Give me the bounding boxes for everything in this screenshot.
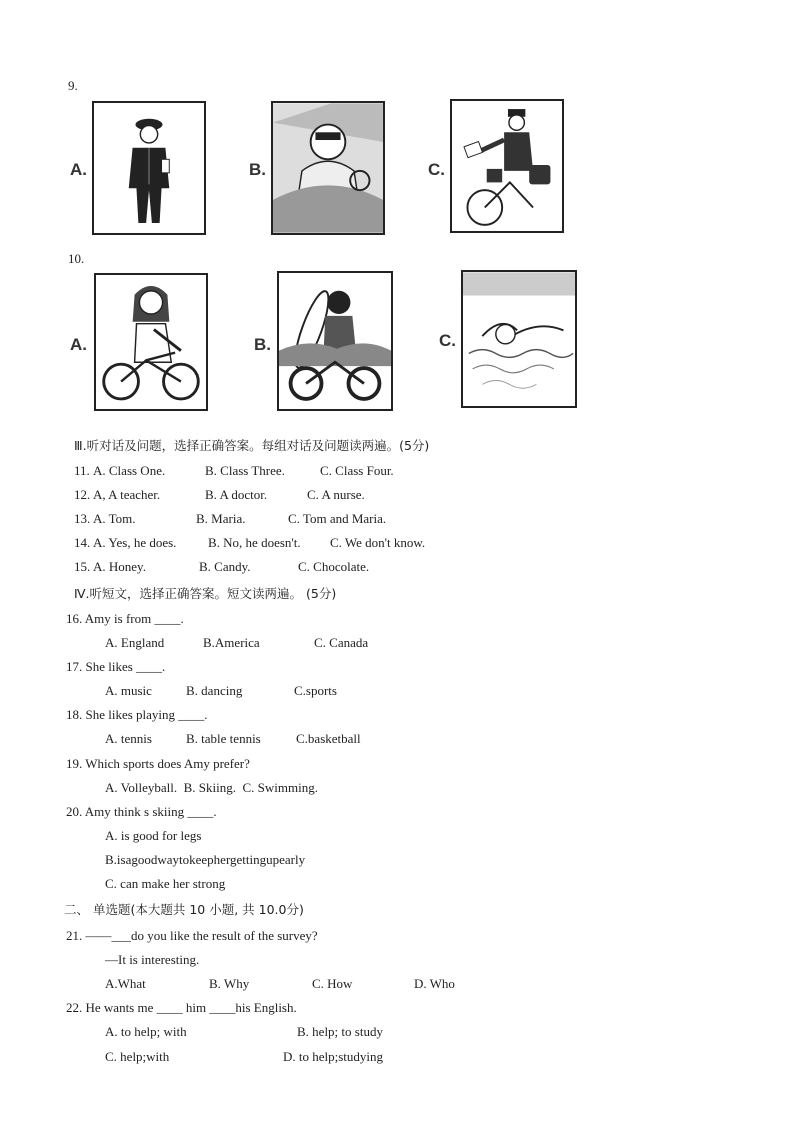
q12-option-c: C. A nurse. [307, 487, 365, 502]
q17-stem: 17. She likes ____. [66, 659, 166, 674]
q20-option-c: C. can make her strong [105, 876, 226, 891]
question-9-number: 9. [68, 78, 78, 93]
q16-option-c: C. Canada [314, 635, 369, 650]
q21-option-b: B. Why [209, 976, 250, 991]
q18-stem: 18. She likes playing ____. [66, 707, 208, 722]
q15-option-c: C. Chocolate. [298, 559, 370, 574]
q18-option-b: B. table tennis [186, 731, 261, 746]
q22-option-c: C. help;with [105, 1049, 170, 1064]
police-officer-image [92, 101, 206, 235]
q12-number: 12. [74, 487, 91, 502]
q21-stem: 21. ——___do you like the result of the survey? [66, 928, 318, 943]
q14-option-c: C. We don't know. [330, 535, 426, 550]
q12-option-a: A, A teacher. [93, 487, 161, 502]
q13-option-a: A. Tom. [93, 511, 136, 526]
q22-stem: 22. He wants me ____ him ____his English. [66, 1000, 297, 1015]
q11-option-c: C. Class Four. [320, 463, 394, 478]
q15-number: 15. [74, 559, 91, 574]
q21-option-a: A.What [105, 976, 146, 991]
q19-stem: 19. Which sports does Amy prefer? [66, 756, 250, 771]
boy-bicycle-image [277, 271, 393, 411]
q9-option-a-label: A. [70, 160, 87, 179]
q22-option-a: A. to help; with [105, 1024, 187, 1039]
section-3-heading: Ⅲ.听对话及问题，选择正确答案。每组对话及问题读两遍。(5分) [74, 438, 430, 453]
q11-option-a: A. Class One. [93, 463, 166, 478]
q17-option-c: C.sports [294, 683, 337, 698]
q18-option-a: A. tennis [105, 731, 152, 746]
q14-option-a: A. Yes, he does. [93, 535, 177, 550]
q13-option-b: B. Maria. [196, 511, 246, 526]
q21-reply: —It is interesting. [105, 952, 200, 967]
q9-option-c-label: C. [428, 160, 445, 179]
q19-options: A. Volleyball. B. Skiing. C. Swimming. [105, 780, 318, 795]
postman-image [450, 99, 564, 233]
girl-bicycle-image [94, 273, 208, 411]
q10-option-b-label: B. [254, 335, 271, 354]
girl-swimming-image [461, 270, 577, 408]
q20-option-b: B.isagoodwaytokeephergettingupearly [105, 852, 306, 867]
q20-stem: 20. Amy think s skiing ____. [66, 804, 217, 819]
q18-option-c: C.basketball [296, 731, 361, 746]
q22-option-b: B. help; to study [297, 1024, 383, 1039]
pilot-image [271, 101, 385, 235]
q11-number: 11. [74, 463, 90, 478]
question-10-number: 10. [68, 251, 85, 266]
q21-option-c: C. How [312, 976, 353, 991]
q15-option-a: A. Honey. [93, 559, 146, 574]
q13-number: 13. [74, 511, 91, 526]
q17-option-a: A. music [105, 683, 152, 698]
q10-option-a-label: A. [70, 335, 87, 354]
q16-option-b: B.America [203, 635, 260, 650]
q14-option-b: B. No, he doesn't. [208, 535, 301, 550]
part-2-heading: 二、 单选题(本大题共 10 小题, 共 10.0分) [64, 902, 304, 917]
q22-option-d: D. to help;studying [283, 1049, 384, 1064]
q15-option-b: B. Candy. [199, 559, 251, 574]
q9-option-b-label: B. [249, 160, 266, 179]
q17-option-b: B. dancing [186, 683, 243, 698]
q12-option-b: B. A doctor. [205, 487, 268, 502]
q11-option-b: B. Class Three. [205, 463, 285, 478]
section-4-heading: Ⅳ.听短文，选择正确答案。短文读两遍。 (5分) [74, 586, 337, 601]
q13-option-c: C. Tom and Maria. [288, 511, 387, 526]
q10-option-c-label: C. [439, 331, 456, 350]
q16-stem: 16. Amy is from ____. [66, 611, 184, 626]
q14-number: 14. [74, 535, 91, 550]
q16-option-a: A. England [105, 635, 165, 650]
q20-option-a: A. is good for legs [105, 828, 202, 843]
q21-option-d: D. Who [414, 976, 455, 991]
